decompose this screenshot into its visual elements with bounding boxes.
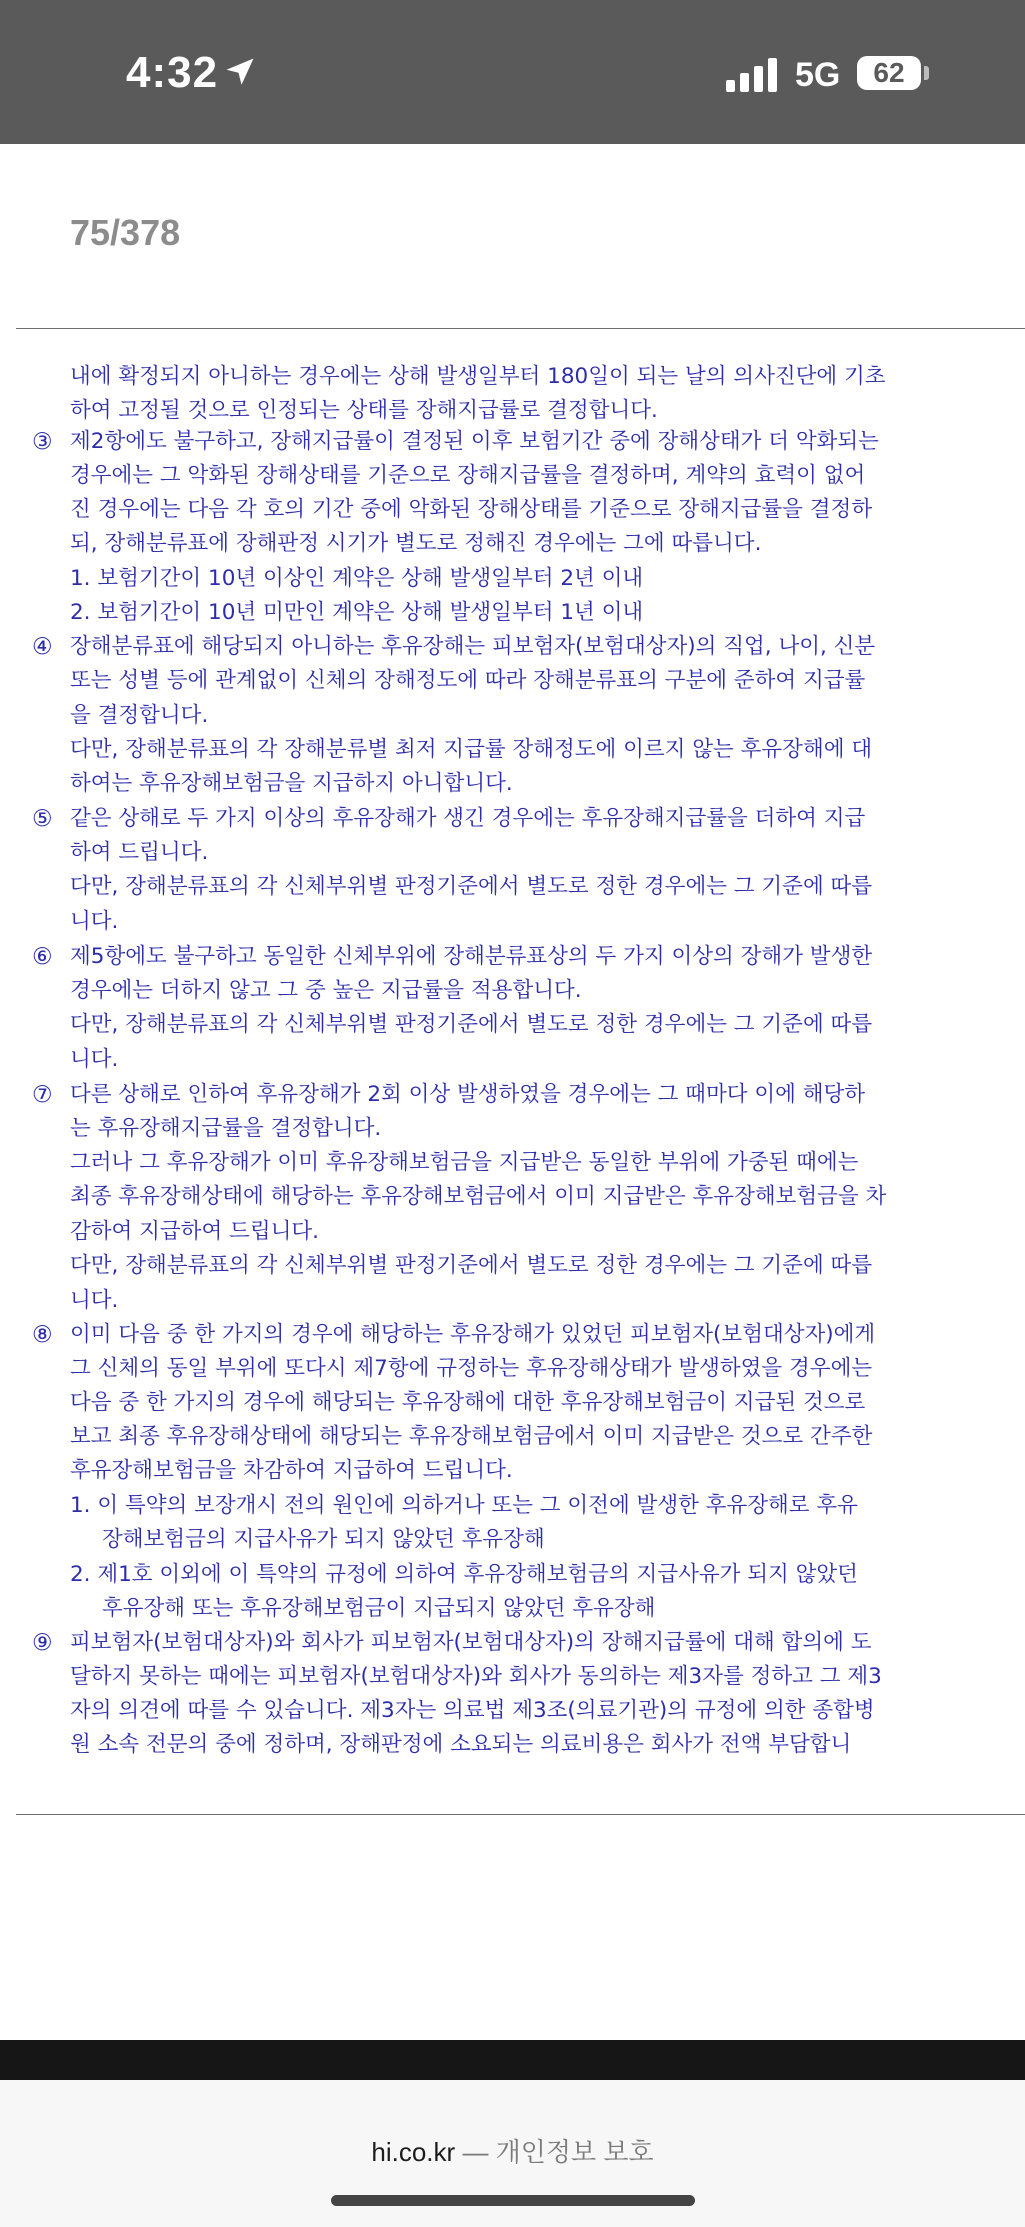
separator: — [462, 2137, 489, 2167]
page-indicator: 75/378 [70, 212, 181, 253]
text-line: 제5항에도 불구하고 동일한 신체부위에 장해분류표상의 두 가지 이상의 장해가 발생한 [70, 944, 873, 969]
text-line: 후유장해보험금을 차감하여 지급하여 드립니다. [70, 1458, 513, 1483]
text-line: 그러나 그 후유장해가 이미 후유장해보험금을 지급받은 동일한 부위에 가중된 때에는 [70, 1150, 859, 1175]
page-top-divider [16, 328, 1025, 329]
text-line: 경우에는 더하지 않고 그 중 높은 지급률을 적용합니다. [70, 978, 582, 1003]
text-line: 보고 최종 후유장해상태에 해당되는 후유장해보험금에서 이미 지급받은 것으로 간주한 [70, 1424, 873, 1449]
domain-label: hi.co.kr [371, 2137, 456, 2167]
text-line: 하여 고정될 것으로 인정되는 상태를 장해지급률로 결정합니다. [70, 398, 658, 423]
home-indicator[interactable] [331, 2195, 695, 2206]
clause-marker-6: ⑥ [32, 944, 53, 970]
battery-icon: 62 [857, 56, 921, 90]
clock: 4:32 [126, 48, 219, 97]
text-line: 내에 확정되지 아니하는 경우에는 상해 발생일부터 180일이 되는 날의 의사진단에 기초 [70, 364, 886, 389]
text-line: 최종 후유장해상태에 해당하는 후유장해보험금에서 이미 지급받은 후유장해보험금을 차 [70, 1184, 887, 1209]
battery-nub [924, 66, 929, 80]
list-item: 1. 이 특약의 보장개시 전의 원인에 의하거나 또는 그 이전에 발생한 후유장해로 후유 [70, 1493, 858, 1518]
clause-marker-9: ⑨ [32, 1630, 53, 1656]
text-line: 감하여 지급하여 드립니다. [70, 1219, 319, 1244]
text-line: 하여는 후유장해보험금을 지급하지 아니합니다. [70, 771, 513, 796]
text-line: 이미 다음 중 한 가지의 경우에 해당하는 후유장해가 있었던 피보험자(보험대상자)에게 [70, 1322, 876, 1347]
text-line: 진 경우에는 다음 각 호의 기간 중에 악화된 장해상태를 기준으로 장해지급률을 결정하 [70, 497, 873, 522]
list-item: 2. 제1호 이외에 이 특약의 규정에 의하여 후유장해보험금의 지급사유가 되지 않았던 [70, 1562, 858, 1587]
text-line: 피보험자(보험대상자)와 회사가 피보험자(보험대상자)의 장해지급률에 대해 합의에 도 [70, 1630, 872, 1655]
text-line: 다만, 장해분류표의 각 신체부위별 판정기준에서 별도로 정한 경우에는 그 기준에 따릅 [70, 1253, 873, 1278]
clause-marker-5: ⑤ [32, 806, 53, 832]
text-line: 같은 상해로 두 가지 이상의 후유장해가 생긴 경우에는 후유장해지급률을 더하여 지급 [70, 806, 866, 831]
privacy-label: 개인정보 보호 [495, 2137, 654, 2167]
address-display[interactable] [0, 2132, 1025, 2169]
list-item-continuation: 장해보험금의 지급사유가 되지 않았던 후유장해 [102, 1527, 545, 1552]
clause-marker-7: ⑦ [32, 1082, 53, 1108]
text-line: 다만, 장해분류표의 각 장해분류별 최저 지급률 장해정도에 이르지 않는 후유장해에 대 [70, 737, 873, 762]
text-line: 제2항에도 불구하고, 장해지급률이 결정된 이후 보험기간 중에 장해상태가 더 악화되는 [70, 429, 879, 454]
text-line: 또는 성별 등에 관계없이 신체의 장해정도에 따라 장해분류표의 구분에 준하여 지급률 [70, 668, 866, 693]
list-item: 1. 보험기간이 10년 이상인 계약은 상해 발생일부터 2년 이내 [70, 566, 644, 591]
text-line: 다음 중 한 가지의 경우에 해당되는 후유장해에 대한 후유장해보험금이 지급된 것으로 [70, 1390, 866, 1415]
clause-marker-4: ④ [32, 634, 53, 660]
text-line: 되, 장해분류표에 장해판정 시기가 별도로 정해진 경우에는 그에 따릅니다. [70, 531, 762, 556]
network-type-label: 5G [795, 56, 841, 94]
text-line: 는 후유장해지급률을 결정합니다. [70, 1116, 382, 1141]
text-line: 다른 상해로 인하여 후유장해가 2회 이상 발생하였을 경우에는 그 때마다 이에 해당하 [70, 1082, 866, 1107]
clause-marker-3: ③ [32, 429, 53, 455]
text-line: 자의 의견에 따를 수 있습니다. 제3자는 의료법 제3조(의료기관)의 규정에 의한 종합병 [70, 1698, 875, 1723]
text-line: 하여 드립니다. [70, 840, 209, 865]
text-line: 장해분류표에 해당되지 아니하는 후유장해는 피보험자(보험대상자)의 직업, 나이, 신분 [70, 634, 876, 659]
list-item-continuation: 후유장해 또는 후유장해보험금이 지급되지 않았던 후유장해 [102, 1596, 656, 1621]
text-line: 달하지 못하는 때에는 피보험자(보험대상자)와 회사가 동의하는 제3자를 정하고 그 제3 [70, 1664, 882, 1689]
list-item: 2. 보험기간이 10년 미만인 계약은 상해 발생일부터 1년 이내 [70, 600, 644, 625]
text-line: 다만, 장해분류표의 각 신체부위별 판정기준에서 별도로 정한 경우에는 그 기준에 따릅 [70, 874, 873, 899]
text-line: 그 신체의 동일 부위에 또다시 제7항에 규정하는 후유장해상태가 발생하였을 경우에는 [70, 1356, 873, 1381]
text-line: 니다. [70, 1288, 119, 1313]
text-line: 경우에는 그 악화된 장해상태를 기준으로 장해지급률을 결정하며, 계약의 효력이 없어 [70, 463, 866, 488]
text-line: 니다. [70, 909, 119, 934]
text-line: 니다. [70, 1047, 119, 1072]
page-bottom-divider [16, 1814, 1025, 1815]
page-bottom-band [0, 2040, 1025, 2080]
location-arrow-icon [222, 54, 258, 90]
text-line: 다만, 장해분류표의 각 신체부위별 판정기준에서 별도로 정한 경우에는 그 기준에 따릅 [70, 1012, 873, 1037]
status-bar [0, 0, 1025, 144]
clause-marker-8: ⑧ [32, 1322, 53, 1348]
text-line: 원 소속 전문의 중에 정하며, 장해판정에 소요되는 의료비용은 회사가 전액 부담합니 [70, 1732, 852, 1757]
cellular-signal-icon [726, 56, 778, 92]
text-line: 을 결정합니다. [70, 703, 209, 728]
